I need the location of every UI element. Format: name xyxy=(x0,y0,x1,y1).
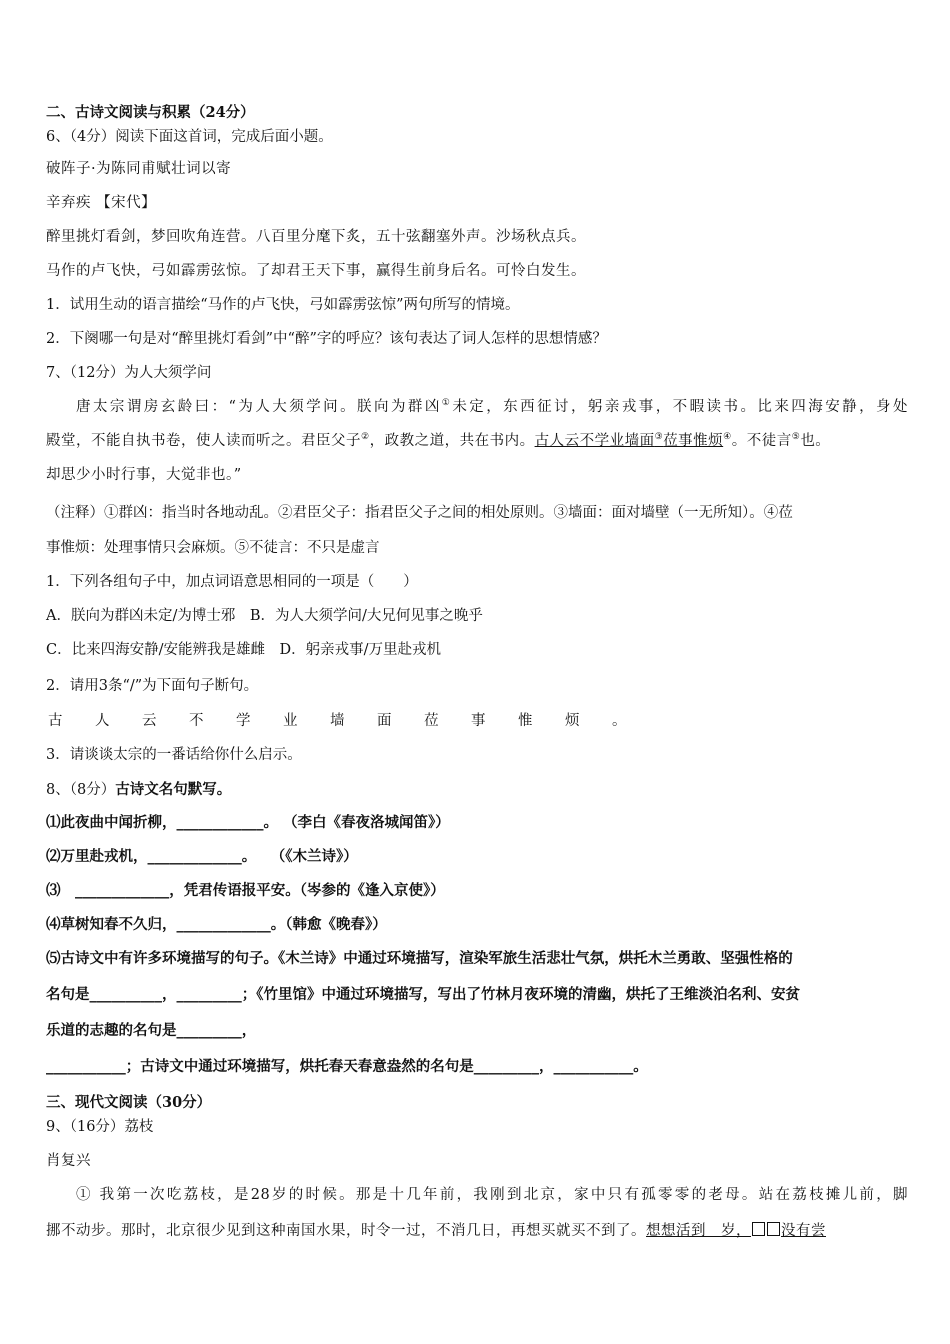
article-author: 肖复兴 xyxy=(46,1153,91,1169)
fill-item: ⑴此夜曲中闻折柳，____________。 （李白《春夜洛城闻笛》） xyxy=(46,814,450,831)
poem-line: 马作的卢飞快，弓如霹雳弦惊。了却君王天下事，赢得生前身后名。可怜白发生。 xyxy=(46,263,586,279)
spaced-sentence: 古 人 云 不 学 业 墙 面 莅 事 惟 烦 。 xyxy=(48,713,627,729)
fill-item: ⑶ _____________，凭君传语报平安。（岑参的《逢入京使》） xyxy=(46,882,445,899)
sub-question: 1．试用生动的语言描绘“马作的卢飞快，弓如霹雳弦惊”两句所写的情境。 xyxy=(46,297,520,313)
fill-item: 乐道的志趣的名句是_________， xyxy=(46,1022,257,1039)
passage-line: ① 我第一次吃荔枝，是28岁的时候。那是十几年前，我刚到北京，家中只有孤零零的老母。站在荔枝摊儿前，脚 xyxy=(76,1187,908,1203)
sub-question: 2．下阕哪一句是对“醉里挑灯看剑”中“醉”字的呼应？该句表达了词人怎样的思想情感？ xyxy=(46,331,607,347)
passage-line: 唐太宗谓房玄龄曰：“为人大须学问。朕向为群凶①未定，东西征讨，躬亲戎事，不暇读书。比来四海安静，身处 xyxy=(76,398,908,415)
missing-char-box xyxy=(767,1222,780,1236)
sub-question: 1．下列各组句子中，加点词语意思相同的一项是（ ） xyxy=(46,574,418,590)
missing-char-box xyxy=(752,1222,765,1236)
fill-item: ___________；古诗文中通过环境描写，烘托春天春意盎然的名句是_________，___________。 xyxy=(46,1058,648,1075)
sub-question: 2．请用3条“/”为下面句子断句。 xyxy=(46,678,259,694)
fill-item: 名句是__________，_________；《竹里馆》中通过环境描写，写出了竹林月夜环境的清幽，烘托了王维淡泊名利、安贫 xyxy=(46,986,800,1003)
section-title: 二、古诗文阅读与积累（24分） xyxy=(46,104,255,121)
question-8-head: 8、（8分）古诗文名句默写。 xyxy=(46,781,232,798)
option-line: A．朕向为群凶未定/为博士邪 B．为人大须学问/大兄何见事之晚乎 xyxy=(46,608,483,624)
question-9-head: 9、（16分）荔枝 xyxy=(46,1119,154,1135)
passage-line: 挪不动步。那时，北京很少见到这种南国水果，时令一过，不消几日，再想买就买不到了。想想活到 岁， 没有尝 xyxy=(46,1223,826,1239)
underlined-sentence: 想想活到 岁， 没有尝 xyxy=(646,1223,826,1239)
fill-item: ⑵万里赴戎机，_____________。 （《木兰诗》） xyxy=(46,848,358,865)
poem-title: 破阵子·为陈同甫赋壮词以寄 xyxy=(46,161,232,177)
sub-question: 3．请谈谈太宗的一番话给你什么启示。 xyxy=(46,747,302,763)
underlined-sentence: 古人云不学业墙面③莅事惟烦 xyxy=(534,432,724,449)
passage-line: 却思少小时行事，大觉非也。” xyxy=(46,467,242,483)
fill-item: ⑷草树知春不久归，_____________。（韩愈《晚春》） xyxy=(46,916,387,933)
poem-author: 辛弃疾 【宋代】 xyxy=(46,195,157,211)
question-6-head: 6、（4分）阅读下面这首词，完成后面小题。 xyxy=(46,129,333,145)
annotation: （注释）①群凶：指当时各地动乱。②君臣父子：指君臣父子之间的相处原则。③墙面：面对墙壁（一无所知）。④莅 xyxy=(46,505,793,521)
question-7-head: 7、（12分）为人大须学问 xyxy=(46,365,212,381)
annotation: 事惟烦：处理事情只会麻烦。⑤不徒言：不只是虚言 xyxy=(46,540,380,556)
passage-line: 殿堂，不能自执书卷，使人读而听之。君臣父子②，政教之道，共在书内。古人云不学业墙面③莅事惟烦④。不徒言⑤也。 xyxy=(46,432,831,449)
section-title: 三、现代文阅读（30分） xyxy=(46,1094,212,1111)
option-line: C．比来四海安静/安能辨我是雄雌 D．躬亲戎事/万里赴戎机 xyxy=(46,642,441,658)
fill-item: ⑸古诗文中有许多环境描写的句子。《木兰诗》中通过环境描写，渲染军旅生活悲壮气氛，烘托木兰勇敢、坚强性格的 xyxy=(46,950,793,967)
poem-line: 醉里挑灯看剑，梦回吹角连营。八百里分麾下炙，五十弦翻塞外声。沙场秋点兵。 xyxy=(46,229,586,245)
